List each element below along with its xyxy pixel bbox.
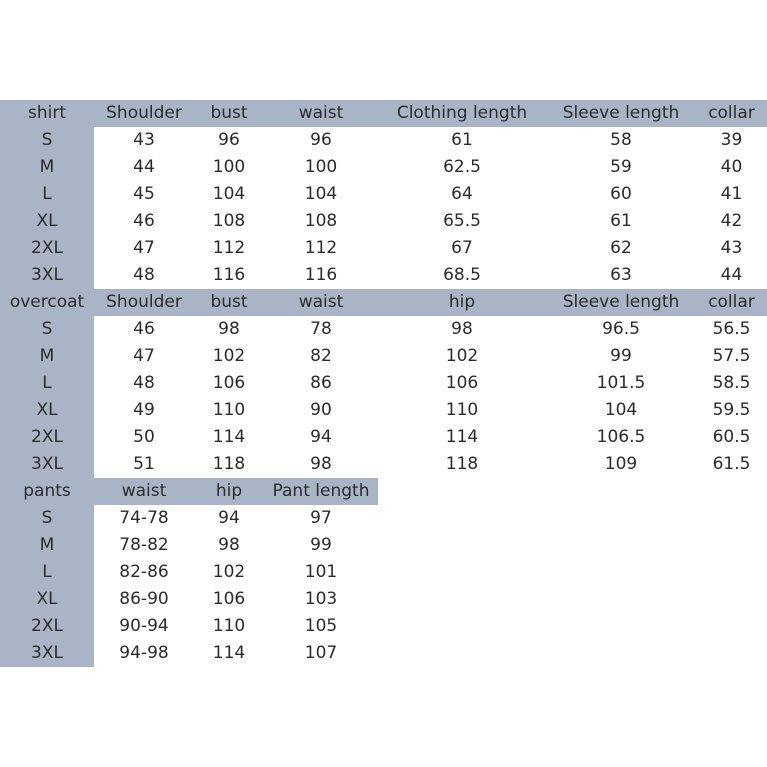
size-label: S — [41, 130, 53, 150]
table-cell: 46 — [133, 319, 155, 339]
table-cell: 94-98 — [119, 643, 169, 663]
size-label: 2XL — [31, 616, 63, 636]
column-header: Sleeve length — [562, 103, 680, 123]
table-cell: 99 — [310, 535, 332, 555]
table-cell: 41 — [720, 184, 743, 204]
shirt-header-row — [0, 100, 767, 127]
size-label: 2XL — [31, 427, 63, 447]
table-row — [0, 127, 767, 154]
table-cell: 67 — [451, 238, 473, 258]
table-cell: 62.5 — [443, 157, 481, 177]
column-header: waist — [298, 292, 344, 312]
table-cell: 44 — [720, 265, 743, 285]
table-cell: 100 — [212, 157, 246, 177]
table-cell: 44 — [133, 157, 155, 177]
table-row — [0, 235, 767, 262]
table-cell: 86-90 — [119, 589, 169, 609]
table-cell: 47 — [133, 238, 155, 258]
table-cell: 61 — [610, 211, 632, 231]
table-cell: 96 — [310, 130, 332, 150]
table-cell: 58 — [610, 130, 632, 150]
table-cell: 106 — [445, 373, 479, 393]
column-header: Shoulder — [106, 292, 182, 312]
size-label: XL — [36, 589, 58, 609]
table-cell: 64 — [451, 184, 473, 204]
table-cell: 110 — [212, 400, 246, 420]
table-cell: 74-78 — [119, 508, 169, 528]
column-header: Pant length — [272, 481, 370, 501]
table-cell: 114 — [212, 643, 246, 663]
table-cell: 60 — [610, 184, 632, 204]
table-cell: 118 — [445, 454, 479, 474]
size-label: 3XL — [31, 643, 63, 663]
pants-table — [0, 478, 767, 667]
table-cell: 109 — [604, 454, 638, 474]
table-cell: 61 — [451, 130, 473, 150]
table-cell: 60.5 — [712, 427, 751, 447]
table-cell: 118 — [212, 454, 246, 474]
table-cell: 94 — [310, 427, 332, 447]
table-cell: 104 — [604, 400, 638, 420]
table-cell: 78 — [310, 319, 332, 339]
table-cell: 39 — [720, 130, 743, 150]
size-chart — [0, 100, 767, 667]
shirt-table — [0, 100, 767, 289]
table-cell: 58.5 — [712, 373, 751, 393]
table-cell: 116 — [304, 265, 338, 285]
table-cell: 43 — [720, 238, 743, 258]
table-cell: 103 — [304, 589, 338, 609]
table-cell: 98 — [218, 535, 240, 555]
table-cell: 43 — [133, 130, 155, 150]
pants-header-row — [0, 478, 767, 505]
table-cell: 46 — [133, 211, 155, 231]
table-cell: 102 — [445, 346, 479, 366]
table-row — [0, 559, 767, 586]
table-cell: 45 — [133, 184, 155, 204]
table-cell: 104 — [212, 184, 246, 204]
size-label: XL — [36, 400, 58, 420]
table-row — [0, 586, 767, 613]
table-row — [0, 370, 767, 397]
table-cell: 61.5 — [712, 454, 751, 474]
size-label: 3XL — [31, 454, 63, 474]
table-row — [0, 343, 767, 370]
size-label: 3XL — [31, 265, 63, 285]
table-cell: 116 — [212, 265, 246, 285]
column-header: Shoulder — [106, 103, 182, 123]
table-cell: 114 — [445, 427, 479, 447]
table-cell: 102 — [212, 562, 246, 582]
table-cell: 108 — [212, 211, 246, 231]
size-label: L — [42, 184, 52, 204]
size-label: S — [41, 508, 53, 528]
table-cell: 90 — [310, 400, 332, 420]
table-cell: 100 — [304, 157, 338, 177]
table-row — [0, 532, 767, 559]
table-cell: 96 — [218, 130, 240, 150]
column-header: hip — [448, 292, 476, 312]
column-header: waist — [298, 103, 344, 123]
table-cell: 98 — [310, 454, 332, 474]
table-cell: 48 — [133, 265, 155, 285]
table-cell: 106.5 — [596, 427, 646, 447]
table-cell: 78-82 — [119, 535, 169, 555]
table-row — [0, 640, 767, 667]
table-cell: 40 — [720, 157, 743, 177]
table-cell: 57.5 — [712, 346, 751, 366]
table-title: pants — [23, 481, 71, 501]
table-cell: 107 — [304, 643, 338, 663]
table-cell: 50 — [133, 427, 155, 447]
table-row — [0, 397, 767, 424]
table-cell: 106 — [212, 589, 246, 609]
column-header: hip — [215, 481, 243, 501]
table-cell: 110 — [445, 400, 479, 420]
table-cell: 98 — [451, 319, 473, 339]
table-cell: 106 — [212, 373, 246, 393]
table-cell: 59.5 — [712, 400, 751, 420]
table-row — [0, 316, 767, 343]
table-cell: 47 — [133, 346, 155, 366]
table-cell: 97 — [310, 508, 332, 528]
column-header: collar — [708, 292, 755, 312]
size-label: S — [41, 319, 53, 339]
table-cell: 105 — [304, 616, 338, 636]
size-label: M — [39, 346, 55, 366]
table-row — [0, 505, 767, 532]
table-cell: 48 — [133, 373, 155, 393]
table-cell: 110 — [212, 616, 246, 636]
size-label: 2XL — [31, 238, 63, 258]
table-cell: 101 — [304, 562, 338, 582]
overcoat-table — [0, 289, 767, 478]
table-cell: 112 — [304, 238, 338, 258]
size-label: L — [42, 562, 52, 582]
table-cell: 59 — [610, 157, 632, 177]
table-row — [0, 262, 767, 289]
column-header: Sleeve length — [562, 292, 680, 312]
table-cell: 56.5 — [712, 319, 751, 339]
table-cell: 51 — [133, 454, 155, 474]
table-row — [0, 451, 767, 478]
table-title: overcoat — [9, 292, 85, 312]
table-row — [0, 154, 767, 181]
table-cell: 99 — [610, 346, 632, 366]
table-cell: 90-94 — [119, 616, 169, 636]
table-row — [0, 613, 767, 640]
table-row — [0, 208, 767, 235]
size-label: M — [39, 535, 55, 555]
table-cell: 96.5 — [602, 319, 640, 339]
table-cell: 82 — [310, 346, 332, 366]
column-header: Clothing length — [396, 103, 528, 123]
table-cell: 49 — [133, 400, 155, 420]
table-title: shirt — [27, 103, 66, 123]
column-header: bust — [210, 103, 248, 123]
table-cell: 114 — [212, 427, 246, 447]
table-cell: 108 — [304, 211, 338, 231]
table-cell: 98 — [218, 319, 240, 339]
table-cell: 82-86 — [119, 562, 169, 582]
column-header: bust — [210, 292, 248, 312]
table-cell: 68.5 — [443, 265, 481, 285]
table-cell: 104 — [304, 184, 338, 204]
table-cell: 101.5 — [596, 373, 646, 393]
table-row — [0, 181, 767, 208]
column-header: collar — [708, 103, 755, 123]
size-label: M — [39, 157, 55, 177]
table-cell: 86 — [310, 373, 332, 393]
table-cell: 42 — [720, 211, 743, 231]
overcoat-header-row — [0, 289, 767, 316]
table-cell: 63 — [610, 265, 632, 285]
table-cell: 112 — [212, 238, 246, 258]
table-row — [0, 424, 767, 451]
table-cell: 94 — [218, 508, 240, 528]
table-cell: 102 — [212, 346, 246, 366]
size-label: L — [42, 373, 52, 393]
column-header: waist — [121, 481, 167, 501]
table-cell: 62 — [610, 238, 632, 258]
size-label: XL — [36, 211, 58, 231]
table-cell: 65.5 — [443, 211, 481, 231]
